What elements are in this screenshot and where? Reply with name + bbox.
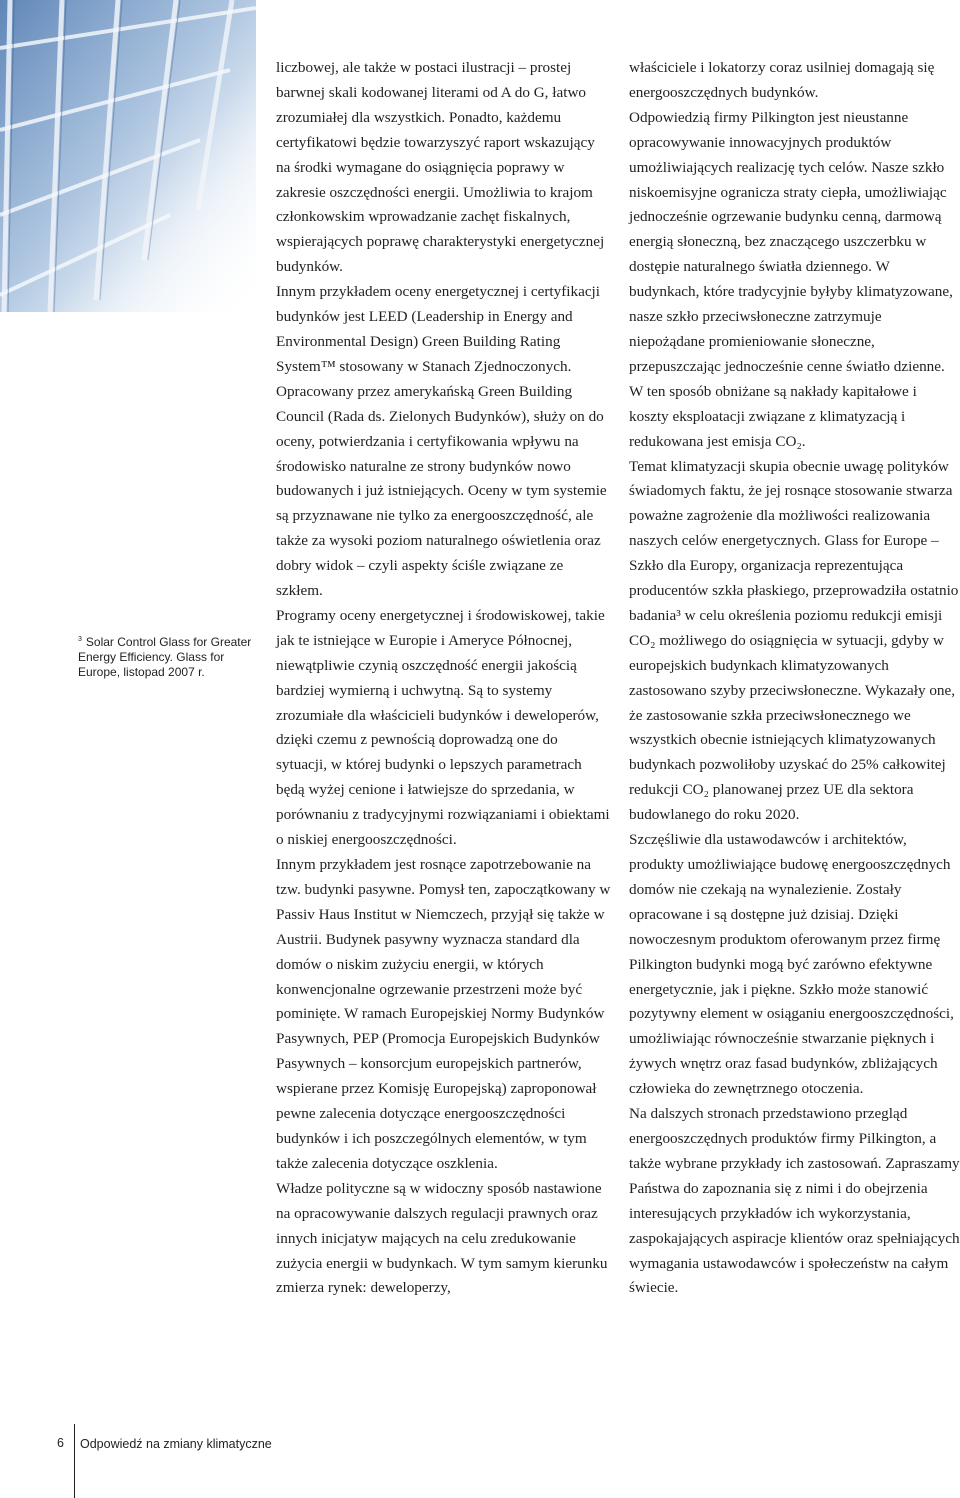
paragraph: Szczęśliwie dla ustawodawców i architektów, produkty umożliwiające budowę energooszczędnych domów nie czekają na wynalezienie. Zostały opracowane i są dostępne już dzisiaj. Dzięki nowoczesnym produktom oferowanym przez firmę Pilkington budynki mogą być zarówno efektywne energetycznie, jak i piękne. Szkło może stanowić pozytywny element w osiąganiu energooszczędności, umożliwiając równocześnie stwarzanie pięknych i żywych wnętrz oraz fasad budynków, zbliżających człowieka do zewnętrznego otoczenia.	[629, 831, 954, 1098]
footer-divider	[74, 1424, 75, 1498]
paragraph: Temat klimatyzacji skupia obecnie uwagę polityków świadomych faktu, że jej rosnące stosowanie stwarza poważne zagrożenie dla możliwości realizowania naszych celów energetycznych. Glass for Europe – Szkło dla Europy, organizacja reprezentująca producentów szkła płaskiego, przeprowadziła ostatnio badania³ w celu określenia poziomu redukcji emisji CO₂ możliwego do osiągnięcia w sytuacji, gdyby w europejskich budynkach klimatyzowanych zastosowano szyby przeciwsłoneczne. Wykazały one, że zastosowanie szkła przeciwsłonecznego we wszystkich obecnie istniejących klimatyzowanych budynkach pozwoliłoby uzyskać do 25% całkowitej redukcji CO₂ planowanej przez UE dla sektora budowlanego do roku 2020.	[629, 457, 959, 824]
paragraph: Odpowiedzią firmy Pilkington jest nieustanne opracowywanie innowacyjnych produktów umożliwiających realizację tych celów. Nasze szkło niskoemisyjne ogranicza straty ciepła, umożliwiając jednocześnie ogrzewanie budynku cenną, darmową energią słoneczną, bez znaczącego uszczerbku w dostępie naturalnego światła dziennego. W budynkach, które tradycyjnie byłyby klimatyzowane, nasze szkło przeciwsłoneczne zatrzymuje niepożądane promieniowanie słoneczne, przepuszczając jednocześnie cenne światło dzienne. W ten sposób obniżane są nakłady kapitałowe i koszty eksploatacji związane z klimatyzacją i redukowana jest emisja CO₂.	[629, 108, 953, 450]
footnote	[78, 632, 253, 680]
running-footer-title: Odpowiedź na zmiany klimatyczne	[80, 1437, 272, 1451]
footnote-text: Solar Control Glass for Greater Energy Efficiency. Glass for Europe, listopad 2007 r.	[78, 635, 252, 679]
page-number: 6	[57, 1436, 64, 1450]
paragraph: Innym przykładem jest rosnące zapotrzebowanie na tzw. budynki pasywne. Pomysł ten, zapoczątkowany w Passiv Haus Institut w Niemczech, przyjął się także w Austrii. Budynek pasywny wyznacza standard dla domów o niskim zużyciu energii, w których konwencjonalne ogrzewanie przestrzeni może być pominięte. W ramach Europejskiej Normy Budynków Pasywnych, PEP (Promocja Europejskich Budynków Pasywnych – konsorcjum europejskich partnerów, wspierane przez Komisję Europejską) zaproponował pewne zalecenia dotyczące energooszczędności budynków i ich poszczególnych elementów, w tym także zalecenia dotyczące oszklenia.	[276, 856, 611, 1172]
footnote-marker: 3	[78, 636, 82, 643]
paragraph: Na dalszych stronach przedstawiono przegląd energooszczędnych produktów firmy Pilkington, a także wybrane przykłady ich zastosowań. Zapraszamy Państwa do zapoznania się z nimi i do obejrzenia interesujących przykładów ich wykorzystania, zaspokajających aspiracje klientów oraz spełniających wymagania ustawodawców i społeczeństw na całym świecie.	[629, 1105, 960, 1297]
paragraph: Innym przykładem oceny energetycznej i certyfikacji budynków jest LEED (Leadership in Energy and Environmental Design) Green Building Rating System™ stosowany w Stanach Zjednoczonych. Opracowany przez amerykańską Green Building Council (Rada ds. Zielonych Budynków), służy on do oceny, potwierdzania i certyfikowania wpływu na środowisko naturalne ze strony budynków nowo budowanych i już istniejących. Oceny w tym systemie są przyznawane nie tylko za energooszczędność, ale także za wysoki poziom naturalnego oświetlenia oraz dobry widok – czyli aspekty ściśle związane ze szkłem.	[276, 283, 607, 600]
paragraph: liczbowej, ale także w postaci ilustracji – prostej barwnej skali kodowanej literami od A do G, łatwo zrozumiałej dla wszystkich. Ponadto, każdemu certyfikatowi będzie towarzyszyć raport wskazujący na środki wymagane do osiągnięcia poprawy w zakresie oszczędności energii. Umożliwia to krajom członkowskim wprowadzanie zachęt fiskalnych, wspierających poprawę charakterystyki energetycznej budynków.	[276, 59, 605, 276]
glass-facade-photo	[0, 0, 256, 312]
paragraph: Władze polityczne są w widoczny sposób nastawione na opracowywanie dalszych regulacji prawnych oraz innych inicjatyw mających na celu zredukowanie zużycia energii w budynkach. W tym samym kierunku zmierza rynek: deweloperzy,	[276, 1179, 608, 1297]
column-right	[629, 56, 960, 1301]
paragraph: właściciele i lokatorzy coraz usilniej domagają się energooszczędnych budynków.	[629, 59, 935, 101]
paragraph: Programy oceny energetycznej i środowiskowej, takie jak te istniejące w Europie i Ameryce Północnej, niewątpliwie czynią oszczędność energii jakością bardziej wymierną i uchwytną. Są to systemy zrozumiałe dla właścicieli budynków i deweloperów, dzięki czemu z pewnością doprowadzą one do sytuacji, w której budynki o lepszych parametrach będą wyżej cenione i łatwiejsze do sprzedania, w porównaniu z tradycyjnymi rozwiązaniami i obiektami o niskiej energooszczędności.	[276, 606, 610, 849]
column-left	[276, 56, 611, 1301]
